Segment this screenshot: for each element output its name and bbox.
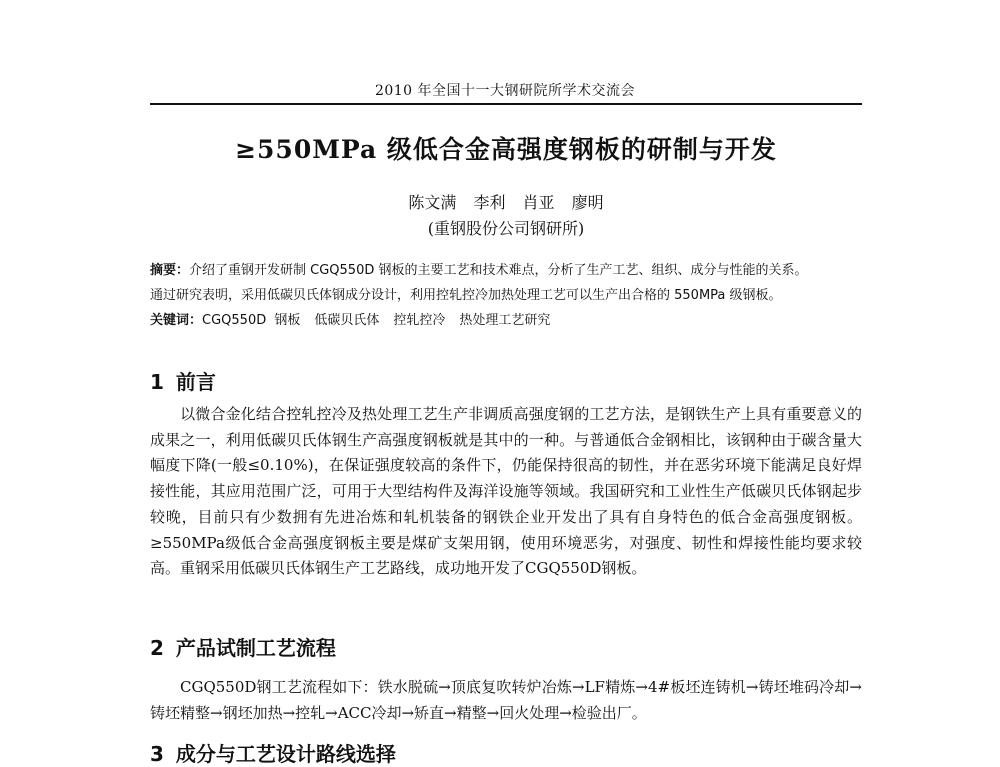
paragraph-text: CGQ550D钢工艺流程如下：铁水脱硫→顶底复吹转炉冶炼→LF精炼→4#板坯连铸机→铸坯堆码冷却→铸坯精整→钢坯加热→控轧→ACC冷却→矫直→精整→回火处理→检验出厂。	[150, 678, 862, 722]
section-heading-1	[150, 366, 216, 395]
section-title: 前言	[175, 370, 216, 394]
section-heading-3	[150, 738, 396, 767]
section-title: 产品试制工艺流程	[175, 636, 336, 660]
author-list	[150, 190, 862, 213]
keywords-label: 关键词：	[150, 313, 203, 328]
running-header: 2010 年全国十一大钢研院所学术交流会	[374, 83, 636, 99]
section-number: 3	[150, 742, 164, 766]
section-1-paragraph	[150, 402, 862, 582]
keyword: 热处理工艺研究	[459, 313, 551, 328]
section-2-paragraph	[150, 675, 862, 726]
keyword: CGQ550D 钢板	[202, 313, 301, 328]
abstract-label: 摘要：	[150, 263, 190, 278]
abstract-text-1: 介绍了重钢开发研制 CGQ550D 钢板的主要工艺和技术难点，分析了生产工艺、组织、成分与性能的关系。	[189, 263, 808, 278]
keyword: 控轧控冷	[393, 313, 446, 328]
author: 廖明	[571, 193, 604, 212]
header-rule	[150, 103, 862, 105]
abstract-line-2: 通过研究表明，采用低碳贝氏体钢成分设计，利用控轧控冷加热处理工艺可以生产出合格的 550MPa 级钢板。	[150, 288, 782, 303]
keyword: 低碳贝氏体	[314, 313, 380, 328]
keywords-line	[150, 308, 862, 333]
abstract-line-1	[150, 258, 862, 283]
paragraph-text: 以微合金化结合控轧控冷及热处理工艺生产非调质高强度钢的工艺方法，是钢铁生产上具有重要意义的成果之一，利用低碳贝氏体钢生产高强度钢板就是其中的一种。与普通低合金钢相比，该钢种由于碳含量大幅度下降(一般≤0.10%)，在保证强度较高的条件下，仍能保持很高的韧性，并在恶劣环境下能满足良好焊接性能，其应用范围广泛，可用于大型结构件及海洋设施等领域。我国研究和工业性生产低碳贝氏体钢起步较晚，目前只有少数拥有先进冶炼和轧机装备的钢铁企业开发出了具有自身特色的低合金高强度钢板。≥550MPa级低合金高强度钢板主要是煤矿支架用钢，使用环境恶劣，对强度、韧性和焊接性能均要求较高。重钢采用低碳贝氏体钢生产工艺路线，成功地开发了CGQ550D钢板。	[150, 405, 862, 578]
author: 肖亚	[522, 193, 555, 212]
section-number: 1	[150, 370, 164, 394]
author: 李利	[473, 193, 506, 212]
affiliation: (重钢股份公司钢研所)	[427, 219, 585, 238]
section-number: 2	[150, 636, 164, 660]
author: 陈文满	[408, 193, 457, 212]
section-title: 成分与工艺设计路线选择	[175, 742, 396, 766]
section-heading-2	[150, 632, 336, 661]
abstract-block	[150, 258, 862, 333]
paper-title: ≥550MPa 级低合金高强度钢板的研制与开发	[235, 135, 777, 164]
